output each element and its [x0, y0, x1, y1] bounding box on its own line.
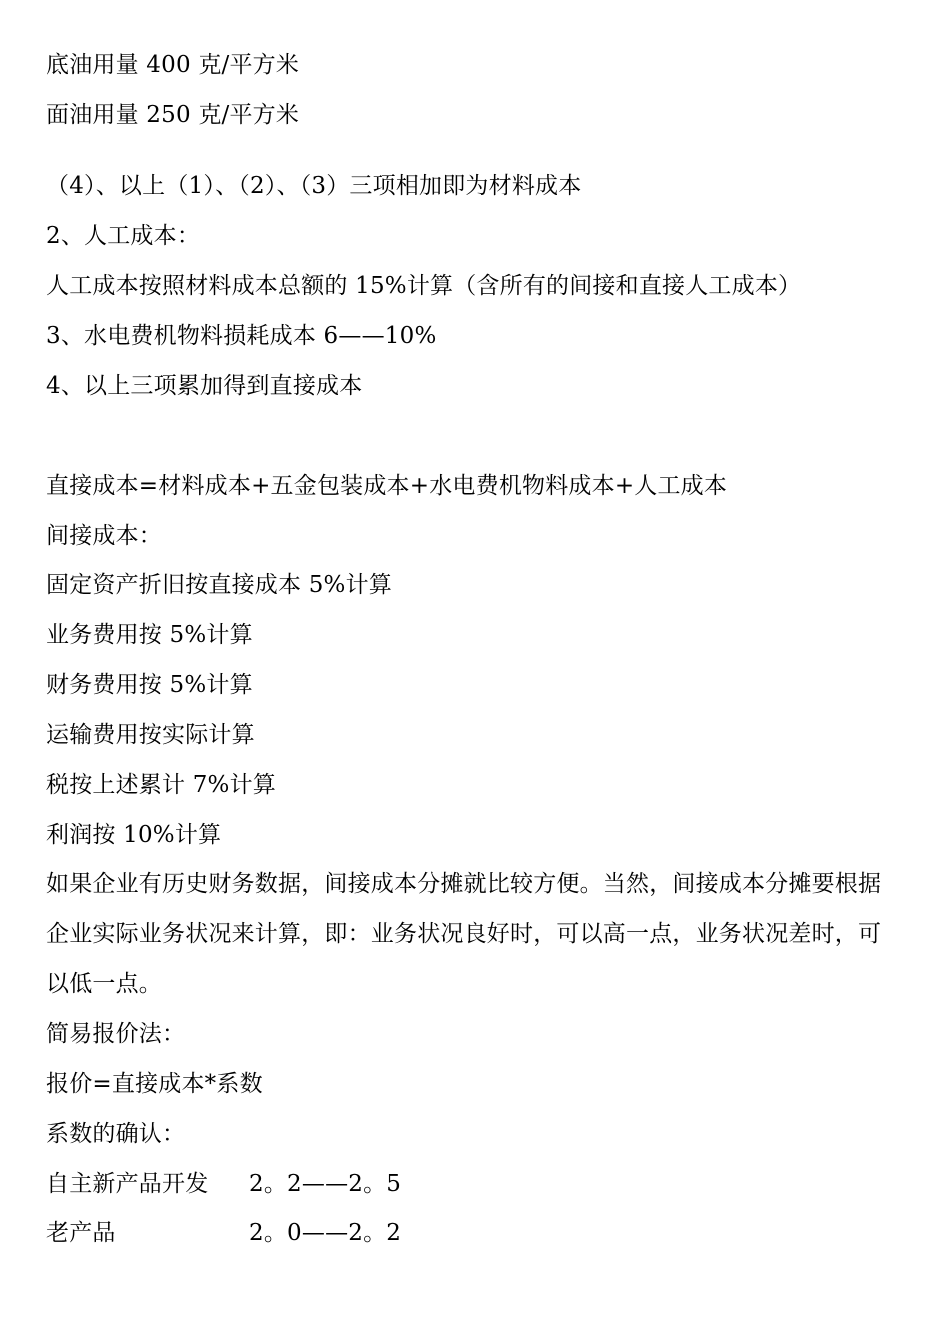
text-line: 面油用量 250 克/平方米 — [46, 102, 300, 128]
text-line: 固定资产折旧按直接成本 5%计算 — [46, 572, 392, 598]
formula-line: 报价=直接成本*系数 — [46, 1071, 263, 1097]
formula-line: 直接成本=材料成本+五金包装成本+水电费机物料成本+人工成本 — [46, 473, 728, 499]
text-line: 税按上述累计 7%计算 — [46, 772, 276, 798]
text-line: 运输费用按实际计算 — [46, 722, 255, 748]
text-line: 底油用量 400 克/平方米 — [46, 52, 300, 78]
coefficient-value: 2。0——2。2 — [249, 1220, 402, 1246]
section-heading: 间接成本： — [46, 523, 162, 549]
coefficient-row — [46, 1218, 401, 1248]
coefficient-label: 老产品 — [46, 1220, 116, 1246]
coefficient-label: 自主新产品开发 — [46, 1171, 209, 1197]
coefficient-value: 2。2——2。5 — [249, 1171, 402, 1197]
text-line: 人工成本按照材料成本总额的 15%计算（含所有的间接和直接人工成本） — [46, 273, 802, 299]
text-line: （4）、以上（1）、（2）、（3）三项相加即为材料成本 — [46, 173, 582, 199]
paragraph-line: 以低一点。 — [46, 971, 162, 997]
section-heading: 简易报价法： — [46, 1021, 186, 1047]
text-line: 业务费用按 5%计算 — [46, 622, 253, 648]
section-heading: 4、以上三项累加得到直接成本 — [46, 373, 363, 399]
section-heading: 系数的确认： — [46, 1121, 186, 1147]
text-line: 利润按 10%计算 — [46, 822, 222, 848]
section-heading: 2、人工成本： — [46, 223, 201, 249]
paragraph-line: 如果企业有历史财务数据，间接成本分摊就比较方便。当然，间接成本分摊要根据 — [46, 871, 882, 897]
text-line: 财务费用按 5%计算 — [46, 672, 253, 698]
section-heading: 3、水电费机物料损耗成本 6——10% — [46, 323, 437, 349]
coefficient-row — [46, 1169, 401, 1199]
paragraph-line: 企业实际业务状况来计算，即：业务状况良好时，可以高一点，业务状况差时，可 — [46, 921, 882, 947]
